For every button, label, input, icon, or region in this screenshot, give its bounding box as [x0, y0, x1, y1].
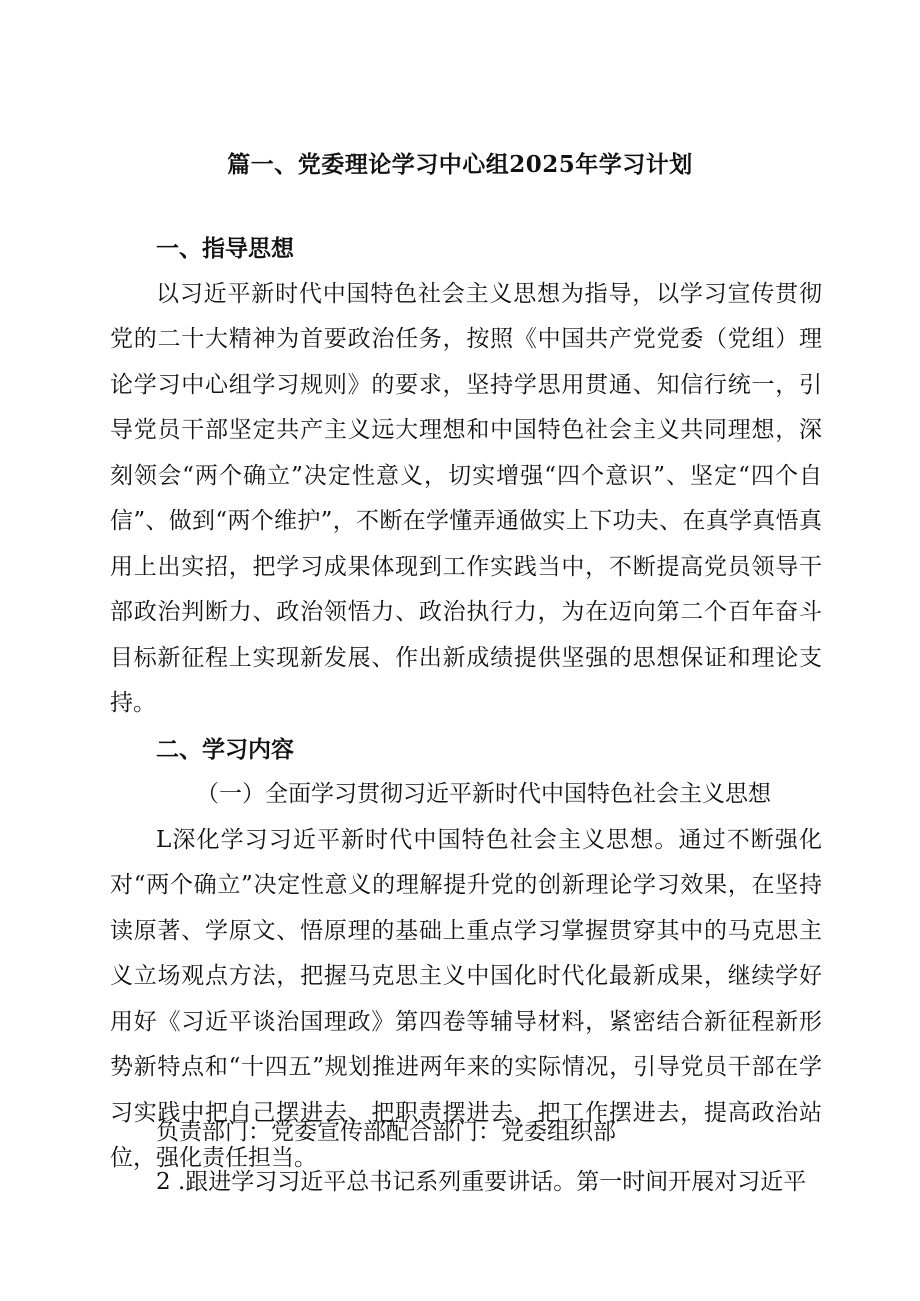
document-title: 篇一、党委理论学习中心组2025年学习计划 — [227, 151, 693, 178]
section1-heading: 一、指导思想 — [156, 235, 294, 262]
section2-item1: L深化学习习近平新时代中国特色社会主义思想。通过不断强化对“两个确立”决定性意义的理解提升党的创新理论学习效果，在坚持读原著、学原文、悟原理的基础上重点学习掌握贯穿其中的马克思主义立场观点方法，把握马克思主义中国化时代化最新成果，继续学好用好《习近平谈治国理政》第四卷等辅导材料，紧密结合新征程新形势新特点和“十四五”规划推进两年来的实际情况，引导党员干部在学习实践中把自己摆进去、把职责摆进去、把工作摆进去，提高政治站位，强化责任担当。 — [110, 826, 822, 1171]
section-item2-block — [110, 1160, 822, 1206]
section2-subheading: （一）全面学习贯彻习近平新时代中国特色社会主义思想 — [196, 781, 771, 807]
section2-item2: 2 .跟进学习习近平总书记系列重要讲话。第一时间开展对习近平 — [156, 1169, 807, 1195]
section2-heading: 二、学习内容 — [156, 735, 294, 763]
section1-paragraph: 以习近平新时代中国特色社会主义思想为指导，以学习宣传贯彻党的二十大精神为首要政治任务，按照《中国共产党党委（党组）理论学习中心组学习规则》的要求，坚持学思用贯通、知信行统一，引导党员干部坚定共产主义远大理想和中国特色社会主义共同理想，深刻领会“两个确立”决定性意义，切实增强“四个意识”、坚定“四个自信”、做到“两个维护”，不断在学懂弄通做实上下功夫、在真学真悟真用上出实招，把学习成果体现到工作实践当中，不断提高党员领导干部政治判断力、政治领悟力、政治执行力，为在迈向第二个百年奋斗目标新征程上实现新发展、作出新成绩提供坚强的思想保证和理论支持。 — [110, 280, 822, 716]
section-responsible-block — [110, 1110, 822, 1156]
section-guiding-ideology — [110, 226, 822, 1182]
responsible-departments: 负责部门：党委宣传部配合部门：党委组织部 — [156, 1119, 616, 1145]
